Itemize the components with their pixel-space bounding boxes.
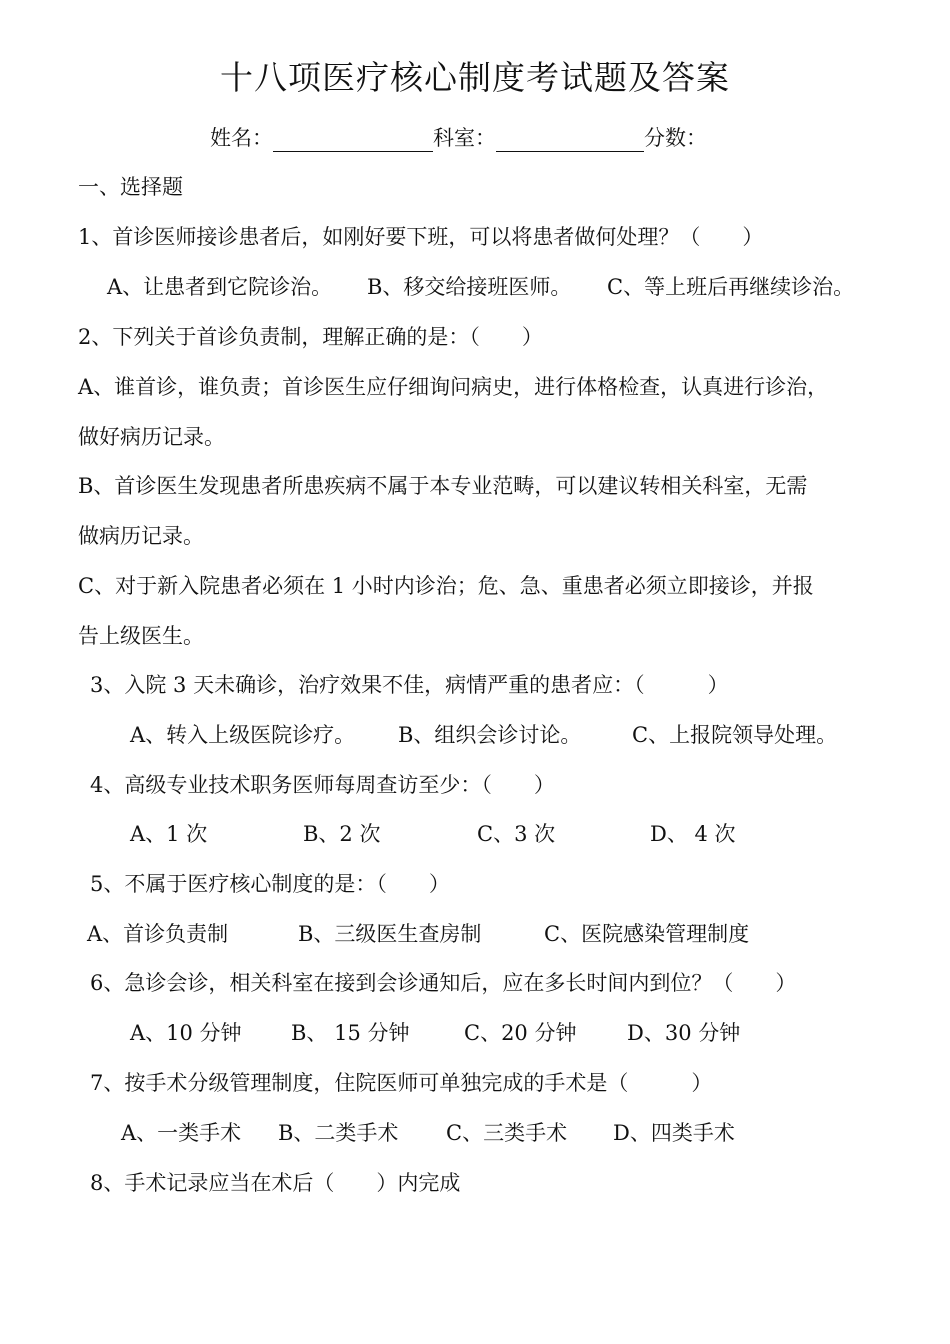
option-b: B、 15 分钟 (291, 1021, 410, 1045)
option-d: D、30 分钟 (627, 1021, 741, 1045)
question-2-option-b-line2: 做病历记录。 (78, 524, 204, 548)
option-c: C、上报院领导处理。 (632, 723, 838, 747)
option-b: B、移交给接班医师。 (367, 275, 572, 299)
question-7-options (0, 1118, 950, 1148)
question-6: 6、急诊会诊，相关科室在接到会诊通知后，应在多长时间内到位？（ ） (90, 971, 797, 995)
question-2-option-a-line1: A、谁首诊，谁负责；首诊医生应仔细询问病史，进行体格检查，认真进行诊治， (78, 375, 829, 399)
option-c: C、三类手术 (446, 1121, 568, 1145)
student-info-row (210, 122, 707, 152)
question-8: 8、手术记录应当在术后（ ）内完成 (90, 1171, 461, 1195)
dept-blank[interactable] (496, 123, 644, 152)
section-heading: 一、选择题 (78, 175, 183, 199)
question-2: 2、下列关于首诊负责制，理解正确的是：（ ） (78, 325, 543, 349)
name-blank[interactable] (273, 123, 433, 152)
option-b: B、组织会诊讨论。 (398, 723, 582, 747)
option-a: A、首诊负责制 (87, 922, 229, 946)
dept-label: 科室： (433, 126, 496, 150)
question-2-option-c-line1: C、对于新入院患者必须在 1 小时内诊治；危、急、重患者必须立即接诊，并报 (78, 574, 814, 598)
question-2-option-b-line1: B、首诊医生发现患者所患疾病不属于本专业范畴，可以建议转相关科室，无需 (78, 474, 808, 498)
option-b: B、三级医生查房制 (298, 922, 482, 946)
question-2-option-a-line2: 做好病历记录。 (78, 425, 225, 449)
option-b: B、2 次 (303, 822, 381, 846)
score-label: 分数： (644, 126, 707, 150)
option-b: B、二类手术 (278, 1121, 399, 1145)
option-c: C、医院感染管理制度 (544, 922, 750, 946)
option-c: C、等上班后再继续诊治。 (607, 275, 855, 299)
question-5: 5、不属于医疗核心制度的是：（ ） (90, 872, 450, 896)
option-c: C、20 分钟 (464, 1021, 577, 1045)
question-7: 7、按手术分级管理制度，住院医师可单独完成的手术是（ ） (90, 1071, 713, 1095)
option-d: D、四类手术 (613, 1121, 735, 1145)
question-6-options (0, 1018, 950, 1048)
document-title: 十八项医疗核心制度考试题及答案 (220, 58, 730, 97)
question-2-option-c-line2: 告上级医生。 (78, 624, 204, 648)
question-3-options (0, 720, 950, 750)
name-label: 姓名： (210, 126, 273, 150)
question-3: 3、入院 3 天未确诊，治疗效果不佳，病情严重的患者应：（ ） (90, 673, 729, 697)
option-c: C、3 次 (477, 822, 556, 846)
question-4-options (0, 819, 950, 849)
option-a: A、一类手术 (121, 1121, 242, 1145)
question-1-options (0, 272, 950, 302)
question-5-options (0, 919, 950, 949)
question-4: 4、高级专业技术职务医师每周查访至少：（ ） (90, 773, 555, 797)
option-a: A、转入上级医院诊疗。 (130, 723, 356, 747)
option-a: A、10 分钟 (130, 1021, 242, 1045)
option-d: D、 4 次 (650, 822, 736, 846)
question-1: 1、首诊医师接诊患者后，如刚好要下班，可以将患者做何处理？（ ） (78, 225, 764, 249)
option-a: A、1 次 (130, 822, 208, 846)
option-a: A、让患者到它院诊治。 (107, 275, 333, 299)
